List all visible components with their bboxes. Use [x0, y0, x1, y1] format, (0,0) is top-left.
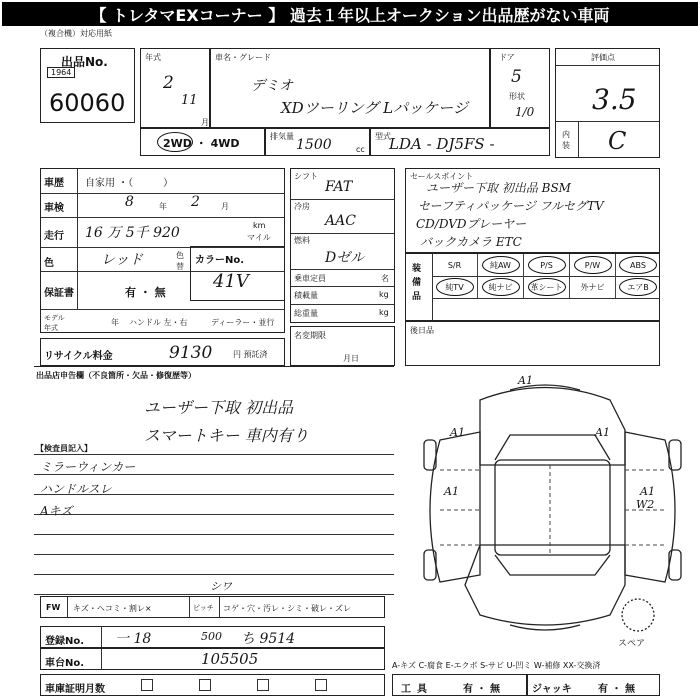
weight-label: 総重量 [294, 309, 318, 318]
type-label: 型式 [375, 132, 391, 141]
tools-label: 工具 [401, 684, 433, 695]
inspector-label: 【検査員記入】 [36, 444, 92, 453]
capacity-unit: 名 [381, 274, 389, 283]
displacement-unit: cc [356, 145, 365, 154]
equip-circle-airbag [619, 278, 657, 296]
later-label: 後日品 [410, 326, 434, 335]
equipment-label: 装備品 [412, 264, 422, 302]
sales-line-2: セーフティパッケージ フルセグTV [418, 199, 604, 213]
equip-abs: ABS [630, 260, 646, 270]
later-box [405, 321, 660, 366]
sales-line-4: バックカメラ ETC [420, 235, 522, 249]
car-diagram [400, 370, 690, 655]
sales-box [405, 168, 660, 253]
chassis-label: 車台No. [45, 658, 85, 669]
grade-label: 評価点 [591, 53, 615, 62]
warranty-label: 保証書 [44, 288, 74, 299]
equip-aw: 純AW [478, 254, 524, 276]
displacement-box [265, 128, 370, 156]
weight-unit: kg [379, 308, 389, 317]
equip-ext-navi: 外ナビ [570, 276, 616, 298]
lot-label: 出品No. [61, 55, 108, 69]
color-value: レッド [101, 252, 143, 268]
color-label: 色 [44, 258, 54, 269]
history-value: 自家用 ・（ ） [85, 178, 174, 189]
w2-label: W2 [636, 498, 655, 511]
drive-circle [157, 132, 193, 152]
defects-left: FW [46, 603, 61, 612]
cert-checkboxes [141, 679, 381, 693]
inspection-month-unit: 月 [221, 202, 229, 211]
seller-note-line2: スマートキー 車内有り [144, 426, 309, 445]
mileage-unit-mile: マイル [247, 233, 271, 242]
chassis-box [40, 648, 385, 670]
car-roof [495, 460, 610, 555]
banner [2, 2, 698, 26]
doors-label: ドア [499, 53, 515, 62]
displacement-value: 1500 [296, 137, 332, 153]
grade-box [555, 48, 660, 158]
drive-box [140, 128, 265, 156]
model-label: 車名・グレード [215, 53, 271, 62]
equip-circle-navi [482, 278, 520, 296]
equip-seat: 革シート [524, 276, 570, 298]
a1-label-front: A1 [518, 374, 533, 387]
year-label: 年式 [145, 53, 161, 62]
inspector-line2: ハンドルスレ [40, 482, 112, 496]
mileage-label: 走行 [44, 231, 64, 242]
grade-value: 3.5 [592, 83, 637, 116]
history-label: 車歴 [44, 178, 64, 189]
equip-circle-aw [482, 256, 520, 274]
shape-value: 1/0 [515, 105, 535, 119]
recycle-label: リサイクル料金 [44, 351, 113, 362]
registration-value: 一 18 [115, 631, 152, 647]
year-month-unit: 月 [201, 118, 209, 127]
equip-circle-tv [436, 278, 474, 296]
inspection-year-unit: 年 [159, 202, 167, 211]
inspector-line1: ミラーウィンカー [40, 460, 136, 474]
mileage-unit-km: km [253, 221, 266, 230]
registration-label: 登録No. [45, 636, 85, 647]
car-left-side [430, 432, 480, 582]
model-year-label: モデル年式 [44, 314, 65, 332]
registration-box [40, 626, 385, 648]
equip-ps: P/S [524, 254, 570, 276]
jack-value: 有 ・ 無 [598, 684, 635, 695]
sales-line-3: CD/DVDプレーヤー [416, 217, 527, 231]
equip-pw: P/W [570, 254, 616, 276]
capacity-label: 乗車定員 [294, 274, 326, 283]
defects-right: コゲ・穴・汚レ・シミ・破レ・ズレ [223, 604, 351, 613]
seller-note-box [34, 366, 394, 445]
jack-box [527, 674, 660, 696]
legend: A-キズ C-腐食 E-エクボ S-サビ U-凹ミ W-補修 XX-交換済 [392, 661, 601, 670]
name-change-unit: 月日 [343, 354, 359, 363]
name-change-box [290, 326, 395, 366]
model-year-dealer: ディーラー・並行 [211, 318, 275, 327]
defects-mid: ピッチ [193, 604, 214, 612]
sales-line-1: ユーザー下取 初出品 BSM [426, 181, 571, 195]
a1-label-left-front: A1 [450, 426, 465, 439]
shift-label: シフト [294, 172, 318, 181]
tools-value: 有 ・ 無 [463, 684, 500, 695]
equip-circle-seat [528, 278, 566, 296]
inspector-line3: Aキズ [40, 504, 73, 518]
defects-row [40, 596, 385, 618]
shape-label: 形状 [509, 92, 525, 101]
sales-label: セールスポイント [410, 172, 474, 181]
spare-label: スペア [618, 639, 646, 649]
recycle-box [40, 338, 285, 366]
doors-value: 5 [511, 67, 522, 87]
tools-box [392, 674, 527, 696]
year-era: 2 [163, 73, 174, 93]
model-box [210, 48, 490, 128]
warranty-value: 有 ・ 無 [125, 286, 166, 299]
model-line1: デミオ [251, 78, 293, 94]
mileage-value: 16 万 5千 920 [85, 225, 180, 241]
color-no-value: 41V [213, 271, 249, 292]
recycle-unit: 円 預託済 [233, 350, 268, 359]
type-box [370, 128, 550, 156]
lot-small: 1964 [47, 67, 75, 78]
registration-value3: ち 9514 [241, 631, 296, 647]
inspection-label: 車検 [44, 203, 64, 214]
lot-box [40, 48, 135, 123]
inspection-month: 2 [191, 194, 200, 210]
color-no-label: カラーNo. [195, 255, 245, 266]
car-rear-bumper [510, 625, 580, 630]
doors-box [490, 48, 550, 128]
type-value: LDA - DJ5FS - [389, 135, 495, 153]
inspection-year: 8 [125, 194, 134, 210]
banner-text: 【 トレタマEXコーナー 】 過去１年以上オークション出品歴がない車両 [90, 5, 610, 25]
interior-value: C [608, 127, 627, 155]
color-change: 色替 [176, 251, 184, 271]
car-rear-window [495, 555, 610, 575]
chassis-value: 105505 [201, 650, 259, 668]
equipment-box [405, 253, 660, 321]
name-change-label: 名変期限 [294, 331, 326, 340]
load-unit: kg [379, 290, 389, 299]
load-label: 積載量 [294, 291, 318, 300]
inspector-section [34, 440, 394, 595]
cert-label: 車庫証明月数 [45, 684, 105, 695]
recycle-value: 9130 [169, 343, 213, 363]
car-rear-outline [465, 545, 625, 625]
equip-sr: S/R [432, 254, 478, 276]
drive-text: 2WD ・ 4WD [163, 137, 240, 150]
lot-number: 60060 [49, 89, 126, 117]
a1-label-left-door: A1 [444, 485, 459, 498]
fuel-label: 燃料 [294, 236, 310, 245]
model-year-unit: 年 [111, 318, 119, 327]
equip-tv: 純TV [432, 276, 478, 298]
equip-circle-pw [574, 256, 612, 274]
model-year-handle: ハンドル 左・右 [129, 318, 188, 327]
defects-note: シワ [210, 580, 232, 593]
defects-items: キズ・ヘコミ・割レ× [73, 604, 152, 613]
jack-label: ジャッキ [532, 684, 572, 695]
car-windshield [495, 435, 610, 460]
spec-table [290, 168, 395, 323]
subtitle: （複合機）対応用紙 [40, 29, 112, 38]
seller-note-label: 出品店申告欄（不良箇所・欠品・修復歴等） [36, 371, 196, 380]
aircon-value: AAC [325, 213, 356, 229]
aircon-label: 冷房 [294, 202, 310, 211]
registration-value2: 500 [201, 630, 222, 643]
equip-circle-ps [528, 256, 566, 274]
equip-circle-abs [619, 256, 657, 274]
a1-label-right-door: A1 [640, 485, 655, 498]
a1-label-right-front: A1 [595, 426, 610, 439]
color-no-box [190, 246, 285, 301]
seller-note-line1: ユーザー下取 初出品 [144, 398, 294, 417]
fuel-value: Dゼル [325, 250, 365, 266]
spare-tire [622, 599, 654, 631]
year-box [140, 48, 210, 128]
interior-label: 内装 [562, 130, 570, 150]
shift-value: FAT [325, 179, 353, 195]
year-month: 11 [181, 93, 198, 108]
model-line2: XDツーリング Lパッケージ [281, 99, 468, 117]
equip-navi: 純ナビ [478, 276, 524, 298]
cert-box [40, 674, 385, 696]
displacement-label: 排気量 [270, 132, 294, 141]
equip-airbag: エアB [627, 282, 649, 292]
